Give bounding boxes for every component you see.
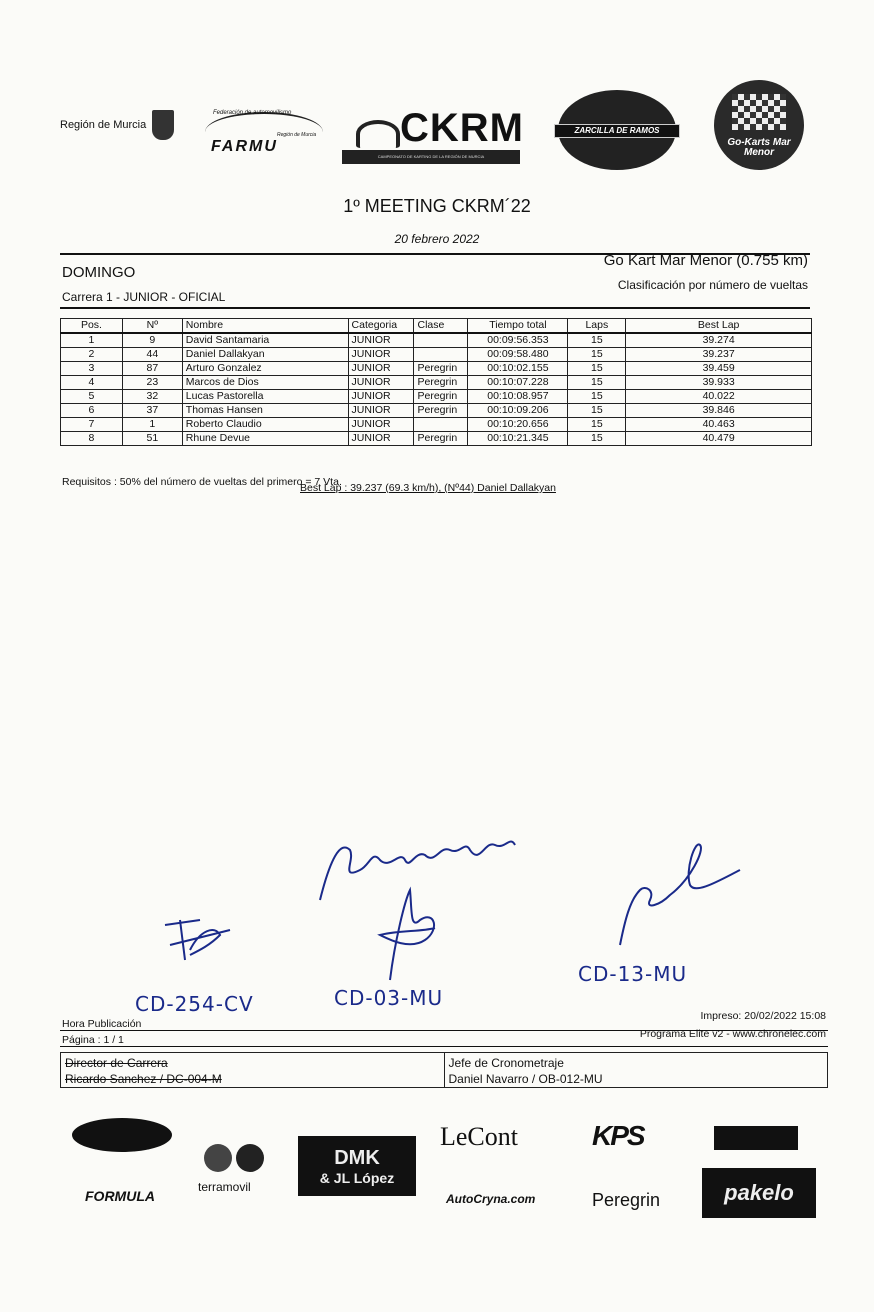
sponsor-jllopez-text: & JL López [319, 1169, 395, 1186]
cell-best: 40.463 [626, 417, 812, 431]
cell-clase: Peregrin [414, 361, 468, 375]
cell-name: Marcos de Dios [182, 375, 348, 389]
page-title: 1º MEETING CKRM´22 [343, 196, 531, 216]
cell-laps: 15 [568, 361, 626, 375]
cell-time: 00:10:20.656 [468, 417, 568, 431]
sponsor-peregrin: Peregrin [592, 1190, 661, 1210]
divider [60, 307, 810, 309]
cell-num: 44 [122, 347, 182, 361]
cell-laps: 15 [568, 431, 626, 445]
cell-best: 39.933 [626, 375, 812, 389]
cell-pos: 7 [61, 417, 123, 431]
divider [60, 1046, 828, 1047]
best-lap-note: Best Lap : 39.237 (69.3 km/h), (Nº44) Daniel Dallakyan [300, 482, 556, 494]
event-date: 20 febrero 2022 [394, 232, 480, 246]
cell-time: 00:10:21.345 [468, 431, 568, 445]
sponsor-terramovil-logo [200, 1138, 270, 1174]
cell-clase: Peregrin [414, 431, 468, 445]
farmu-small-top: Federación de automovilismo [213, 110, 292, 116]
cell-best: 40.479 [626, 431, 812, 445]
ckrm-caption: CAMPEONATO DE KARTING DE LA REGIÓN DE MURCIA [342, 150, 520, 164]
sponsor-autocryna: AutoCryna.com [446, 1192, 536, 1206]
kart-icon [356, 120, 400, 148]
officials-box [60, 1052, 828, 1088]
table-row [61, 403, 812, 417]
table-row [61, 361, 812, 375]
cell-cat: JUNIOR [348, 375, 414, 389]
cell-num: 51 [122, 431, 182, 445]
header-logos [50, 80, 830, 180]
results-body [61, 333, 812, 446]
cell-clase [414, 333, 468, 348]
murcia-shield-icon [152, 110, 174, 140]
cell-num: 1 [122, 417, 182, 431]
cell-laps: 15 [568, 333, 626, 348]
sponsor-terramovil: terramovil [198, 1180, 251, 1194]
sponsor-oval-logo [72, 1118, 172, 1152]
cell-time: 00:10:07.228 [468, 375, 568, 389]
cell-clase [414, 347, 468, 361]
cell-time: 00:10:02.155 [468, 361, 568, 375]
table-row [61, 375, 812, 389]
zarcilla-logo [558, 90, 676, 170]
cell-best: 39.274 [626, 333, 812, 348]
cell-laps: 15 [568, 375, 626, 389]
ckrm-logo [342, 106, 524, 166]
cell-time: 00:09:56.353 [468, 333, 568, 348]
publication-time-label: Hora Publicación [62, 1018, 142, 1030]
cell-best: 40.022 [626, 389, 812, 403]
signature-code-center: CD-03-MU [334, 986, 444, 1010]
session-day: DOMINGO [62, 264, 136, 281]
signature-right [600, 840, 750, 955]
cell-best: 39.459 [626, 361, 812, 375]
cell-laps: 15 [568, 417, 626, 431]
cell-cat: JUNIOR [348, 417, 414, 431]
signature-code-left: CD-254-CV [135, 992, 254, 1016]
cell-num: 37 [122, 403, 182, 417]
cell-cat: JUNIOR [348, 361, 414, 375]
table-row [61, 347, 812, 361]
column-header: Tiempo total [468, 319, 568, 333]
cell-pos: 8 [61, 431, 123, 445]
gokarts-text: Go-Karts Mar Menor [727, 137, 791, 158]
timing-chief-title: Jefe de Cronometraje [448, 1056, 564, 1070]
cell-num: 23 [122, 375, 182, 389]
cell-cat: JUNIOR [348, 389, 414, 403]
cell-cat: JUNIOR [348, 333, 414, 348]
checkered-flag-icon [732, 94, 786, 130]
timing-chief [445, 1053, 828, 1087]
cell-pos: 3 [61, 361, 123, 375]
table-row [61, 417, 812, 431]
sponsor-pakelo-text: pakelo [724, 1180, 794, 1205]
cell-pos: 6 [61, 403, 123, 417]
sponsor-tyre-logo [714, 1126, 798, 1150]
cell-laps: 15 [568, 389, 626, 403]
cell-best: 39.846 [626, 403, 812, 417]
track-name: Go Kart Mar Menor (0.755 km) [603, 252, 808, 269]
cell-time: 00:10:09.206 [468, 403, 568, 417]
signature-left [160, 910, 240, 975]
cell-num: 87 [122, 361, 182, 375]
farmu-small-side: Región de Murcia [277, 132, 317, 138]
session-race: Carrera 1 - JUNIOR - OFICIAL [62, 290, 226, 304]
region-murcia-text: Región de Murcia [60, 119, 147, 131]
cell-time: 00:09:58.480 [468, 347, 568, 361]
table-row [61, 389, 812, 403]
race-director-title: Director de Carrera [65, 1056, 168, 1070]
cell-num: 9 [122, 333, 182, 348]
sponsor-dmk [298, 1136, 416, 1196]
gokarts-logo [714, 80, 804, 170]
column-header: Nº [122, 319, 182, 333]
classification-type: Clasificación por número de vueltas [617, 278, 808, 292]
cell-name: Lucas Pastorella [182, 389, 348, 403]
cell-cat: JUNIOR [348, 431, 414, 445]
table-row [61, 431, 812, 445]
cell-clase: Peregrin [414, 403, 468, 417]
cell-laps: 15 [568, 403, 626, 417]
cell-pos: 5 [61, 389, 123, 403]
cell-pos: 2 [61, 347, 123, 361]
cell-num: 32 [122, 389, 182, 403]
sponsor-dmk-text: DMK [334, 1146, 380, 1169]
column-header: Clase [414, 319, 468, 333]
cell-clase: Peregrin [414, 389, 468, 403]
cell-clase: Peregrin [414, 375, 468, 389]
cell-pos: 1 [61, 333, 123, 348]
cell-laps: 15 [568, 347, 626, 361]
cell-name: Rhune Devue [182, 431, 348, 445]
cell-best: 39.237 [626, 347, 812, 361]
cell-cat: JUNIOR [348, 403, 414, 417]
table-header-row [61, 319, 812, 333]
sponsor-pakelo [702, 1168, 816, 1218]
cell-name: Arturo Gonzalez [182, 361, 348, 375]
program-credit: Programa Elite v2 - www.chronelec.com [639, 1028, 826, 1040]
page-number: Página : 1 / 1 [62, 1034, 124, 1046]
cell-time: 00:10:08.957 [468, 389, 568, 403]
sponsor-kps: KPS [592, 1120, 644, 1151]
results-table [60, 318, 812, 446]
column-header: Laps [568, 319, 626, 333]
table-row [61, 333, 812, 348]
signature-code-right: CD-13-MU [578, 962, 688, 986]
cell-pos: 4 [61, 375, 123, 389]
cell-name: Thomas Hansen [182, 403, 348, 417]
farmu-logo [205, 110, 325, 160]
timing-chief-name: Daniel Navarro / OB-012-MU [448, 1072, 603, 1086]
ckrm-text: CKRM [400, 106, 524, 150]
cell-cat: JUNIOR [348, 347, 414, 361]
column-header: Best Lap [626, 319, 812, 333]
region-murcia-logo [60, 110, 174, 140]
cell-name: Roberto Claudio [182, 417, 348, 431]
race-director-name: Ricardo Sanchez / DC-004-M [65, 1072, 222, 1086]
column-header: Nombre [182, 319, 348, 333]
column-header: Pos. [61, 319, 123, 333]
signature-center [350, 880, 460, 995]
sponsor-formula: FORMULA [85, 1188, 155, 1204]
printed-timestamp: Impreso: 20/02/2022 15:08 [700, 1010, 826, 1022]
requirements-note: Requisitos : 50% del número de vueltas del primero = 7 Vta. [62, 476, 342, 488]
column-header: Categoria [348, 319, 414, 333]
cell-name: David Santamaria [182, 333, 348, 348]
cell-clase [414, 417, 468, 431]
sponsor-lecont: LeCont [440, 1122, 518, 1151]
farmu-text: FARMU [211, 138, 278, 155]
race-director [61, 1053, 445, 1087]
cell-name: Daniel Dallakyan [182, 347, 348, 361]
zarcilla-text: ZARCILLA DE RAMOS [554, 124, 680, 138]
